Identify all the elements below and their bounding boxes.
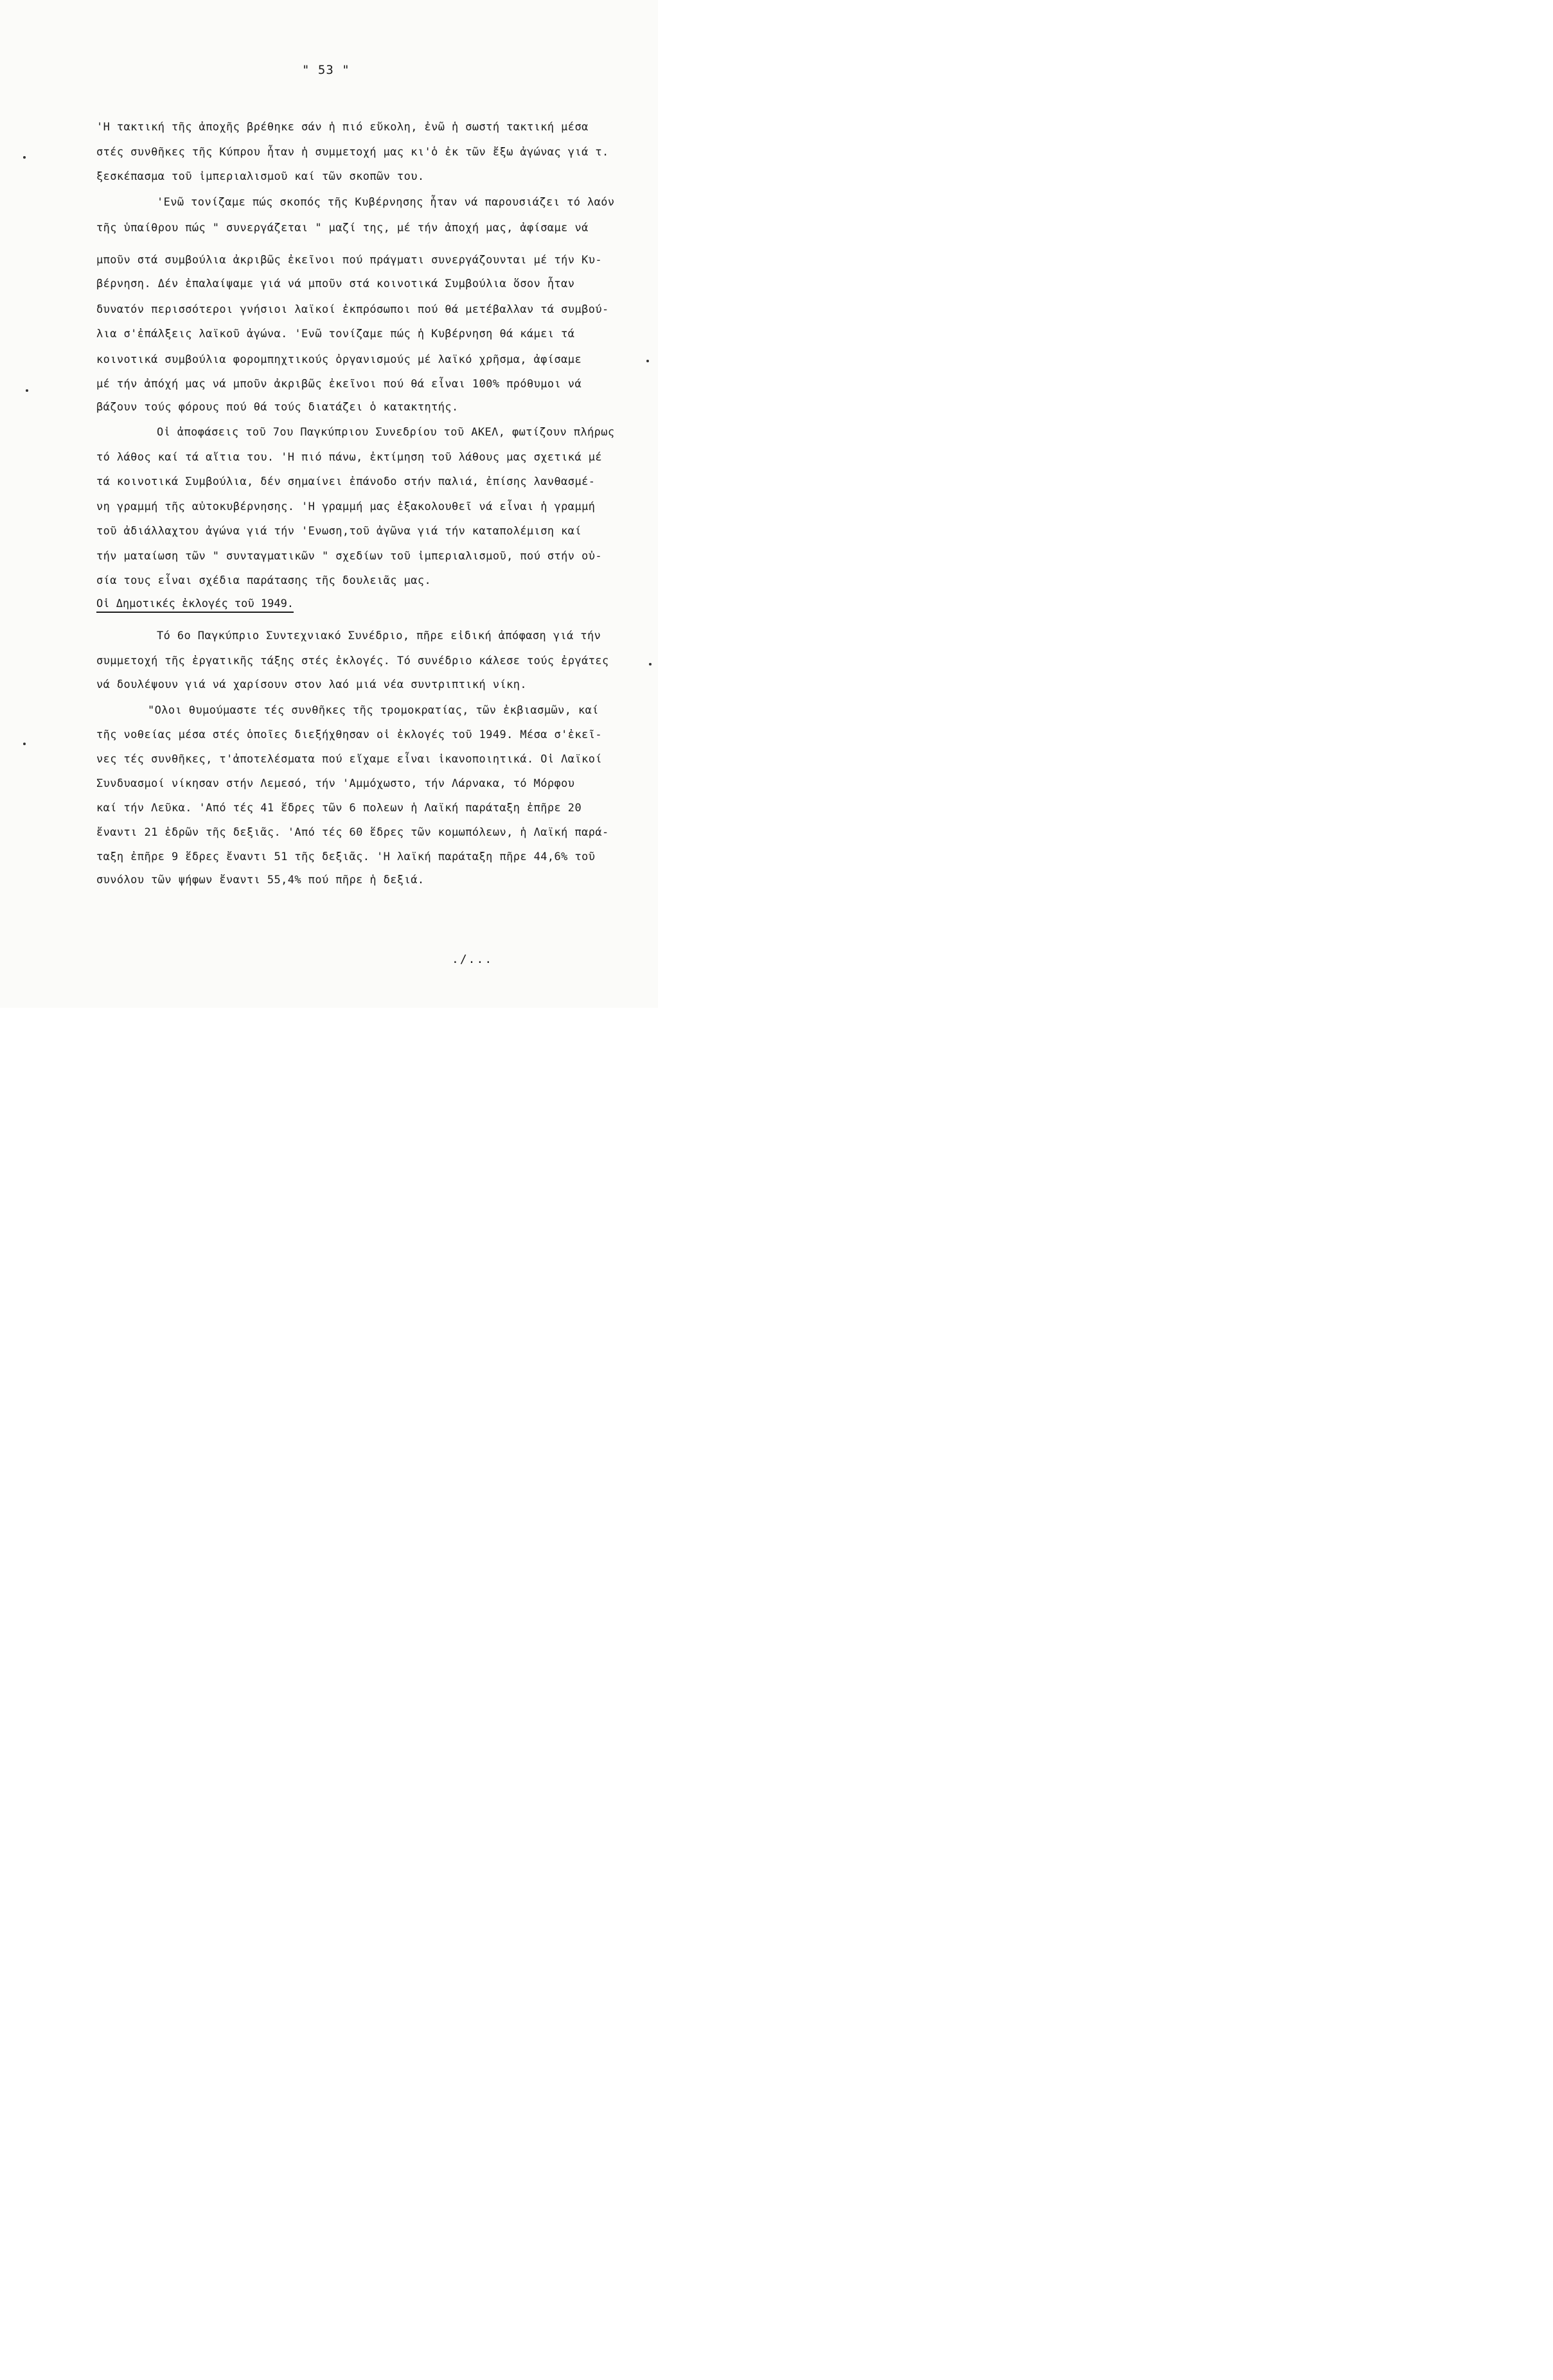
document-page bbox=[0, 0, 658, 1008]
text-line: τό λάθος καί τά αἴτια του. 'Η πιό πάνω, ἐκτίμηση τοῦ λάθους μας σχετικά μέ bbox=[96, 451, 602, 464]
text-line: στές συνθῆκες τῆς Κύπρου ἦταν ἡ συμμετοχή μας κι'ὁ ἐκ τῶν ἔξω ἀγώνας γιά τ. bbox=[96, 146, 609, 159]
text-line: τῆς νοθείας μέσα στές ὁποῖες διεξήχθησαν οἱ ἐκλογές τοῦ 1949. Μέσα σ'ἐκεῖ- bbox=[96, 728, 602, 741]
text-line: δυνατόν περισσότεροι γνήσιοι λαϊκοί ἐκπρόσωποι πού θά μετέβαλλαν τά συμβού- bbox=[96, 303, 609, 316]
text-line: νη γραμμή τῆς αὐτοκυβέρνησης. 'Η γραμμή μας ἐξακολουθεῖ νά εἶναι ἡ γραμμή bbox=[96, 500, 596, 513]
text-line: καί τήν Λεῦκα. 'Από τές 41 ἕδρες τῶν 6 πολεων ἡ Λαϊκή παράταξη ἐπῆρε 20 bbox=[96, 802, 582, 815]
text-line: τήν ματαίωση τῶν " συνταγματικῶν " σχεδίων τοῦ ἰμπεριαλισμοῦ, πού στήν οὐ- bbox=[96, 550, 602, 563]
text-line: συμμετοχή τῆς ἐργατικῆς τάξης στές ἐκλογές. Τό συνέδριο κάλεσε τούς ἐργάτες bbox=[96, 655, 609, 667]
text-line: ξεσκέπασμα τοῦ ἰμπεριαλισμοῦ καί τῶν σκοπῶν του. bbox=[96, 170, 425, 183]
page-number: " 53 " bbox=[302, 63, 350, 77]
text-line: βάζουν τούς φόρους πού θά τούς διατάζει ὁ κατακτητής. bbox=[96, 401, 459, 414]
scan-speck bbox=[23, 743, 26, 745]
text-line: μέ τήν ἀπόχή μας νά μποῦν ἀκριβῶς ἐκεῖνοι πού θά εἶναι 100% πρόθυμοι νά bbox=[96, 378, 582, 391]
text-line: βέρνηση. Δέν ἐπαλαίψαμε γιά νά μποῦν στά κοινοτικά Συμβούλια ὅσον ἦταν bbox=[96, 278, 575, 290]
text-line: τοῦ ἀδιάλλαχτου ἀγώνα γιά τήν 'Ενωση,τοῦ ἀγῶνα γιά τήν καταπολέμιση καί bbox=[96, 525, 582, 538]
text-line: νες τές συνθῆκες, τ'ἀποτελέσματα πού εἴχαμε εἶναι ἱκανοποιητικά. Οἱ Λαϊκοί bbox=[96, 753, 602, 766]
text-line: 'Η τακτική τῆς ἀποχῆς βρέθηκε σάν ἡ πιό εὔκολη, ἐνῶ ἡ σωστή τακτική μέσα bbox=[96, 121, 589, 134]
text-line: τά κοινοτικά Συμβούλια, δέν σημαίνει ἐπάνοδο στήν παλιά, ἐπίσης λανθασμέ- bbox=[96, 475, 596, 488]
text-line: σία τους εἶναι σχέδια παράτασης τῆς δουλειᾶς μας. bbox=[96, 574, 432, 587]
scan-speck bbox=[26, 389, 28, 392]
section-heading: Οἱ Δημοτικές ἐκλογές τοῦ 1949. bbox=[96, 597, 294, 613]
continuation-mark: ./... bbox=[452, 953, 493, 966]
text-line: ἔναντι 21 ἑδρῶν τῆς δεξιᾶς. 'Από τές 60 ἕδρες τῶν κομωπόλεων, ἡ Λαϊκή παρά- bbox=[96, 826, 609, 839]
text-line: Οἱ ἀποφάσεις τοῦ 7ου Παγκύπριου Συνεδρίου τοῦ ΑΚΕΛ, φωτίζουν πλήρως bbox=[157, 426, 615, 439]
text-line: "Ολοι θυμούμαστε τές συνθῆκες τῆς τρομοκρατίας, τῶν ἐκβιασμῶν, καί bbox=[148, 704, 599, 717]
text-line: κοινοτικά συμβούλια φορομπηχτικούς ὀργανισμούς μέ λαϊκό χρῆσμα, ἀφίσαμε bbox=[96, 353, 582, 366]
text-line: συνόλου τῶν ψήφων ἔναντι 55,4% πού πῆρε ἡ δεξιά. bbox=[96, 874, 425, 886]
text-line: 'Ενῶ τονίζαμε πώς σκοπός τῆς Κυβέρνησης ἦταν νά παρουσιάζει τό λαόν bbox=[157, 196, 615, 209]
text-line: νά δουλέψουν γιά νά χαρίσουν στον λαό μιά νέα συντριπτική νίκη. bbox=[96, 678, 527, 691]
text-line: Συνδυασμοί νίκησαν στήν Λεμεσό, τήν 'Αμμόχωστο, τήν Λάρνακα, τό Μόρφου bbox=[96, 777, 575, 790]
scan-speck bbox=[649, 663, 652, 666]
scan-speck bbox=[646, 360, 649, 362]
text-line: Τό 6ο Παγκύπριο Συντεχνιακό Συνέδριο, πῆρε εἰδική ἀπόφαση γιά τήν bbox=[157, 630, 601, 642]
text-line: τῆς ὑπαίθρου πώς " συνεργάζεται " μαζί της, μέ τήν ἀποχή μας, ἀφίσαμε νά bbox=[96, 222, 589, 234]
text-line: λια σ'ἐπάλξεις λαϊκοῦ ἀγώνα. 'Ενῶ τονίζαμε πώς ἡ Κυβέρνηση θά κάμει τά bbox=[96, 328, 575, 340]
scan-speck bbox=[23, 156, 26, 159]
text-line: ταξη ἐπῆρε 9 ἕδρες ἔναντι 51 τῆς δεξιᾶς. 'Η λαϊκή παράταξη πῆρε 44,6% τοῦ bbox=[96, 851, 596, 863]
text-line: μποῦν στά συμβούλια ἀκριβῶς ἐκεῖνοι πού πράγματι συνεργάζουνται μέ τήν Κυ- bbox=[96, 254, 602, 267]
